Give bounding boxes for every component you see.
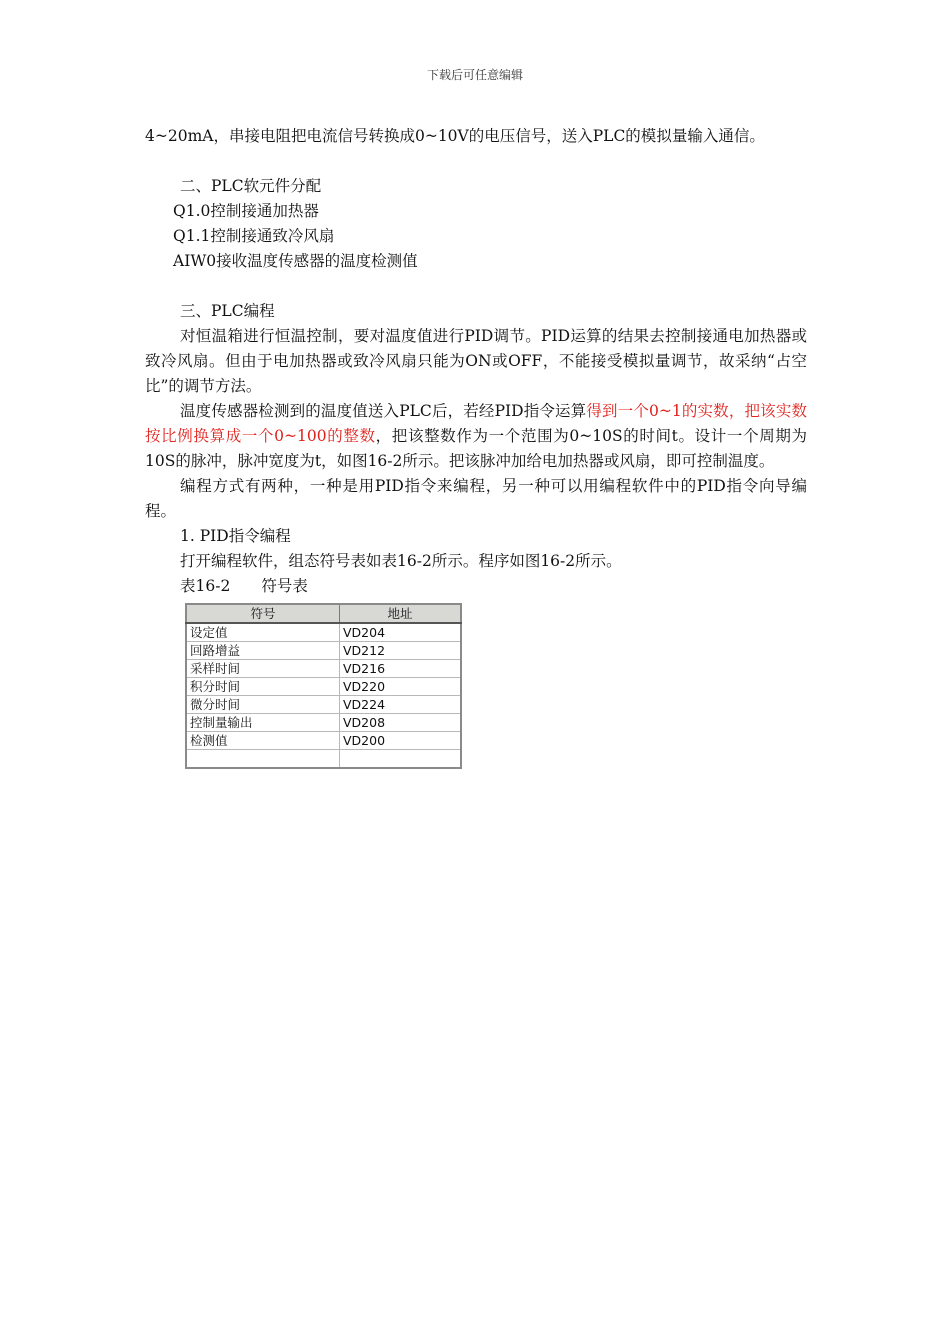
section-title-programming: 三、PLC编程 bbox=[180, 302, 275, 320]
paragraph-signal: 4~20mA，串接电阻把电流信号转换成0~10V的电压信号，送入PLC的模拟量输入通信。 bbox=[145, 127, 765, 145]
table-row bbox=[186, 714, 461, 732]
column-header-address: 地址 bbox=[340, 604, 462, 623]
paragraph-pid-control: 对恒温箱进行恒温控制，要对温度值进行PID调节。PID运算的结果去控制接通电加热器或致冷风扇。但由于电加热器或致冷风扇只能为ON或OFF，不能接受模拟量调节，故采纳“占空比”的调节方法。 bbox=[145, 327, 807, 395]
table-row bbox=[186, 642, 461, 660]
highlight-comma: ， bbox=[728, 402, 745, 420]
symbol-cell: 采样时间 bbox=[186, 660, 340, 678]
address-cell: VD216 bbox=[340, 660, 462, 678]
symbol-cell: 控制量输出 bbox=[186, 714, 340, 732]
address-cell: VD200 bbox=[340, 732, 462, 750]
symbol-cell: 设定值 bbox=[186, 623, 340, 642]
allocation-q11: Q1.1控制接通致冷风扇 bbox=[173, 227, 335, 245]
address-cell: VD208 bbox=[340, 714, 462, 732]
paragraph-duty-cycle bbox=[145, 399, 807, 474]
text: 温度传感器检测到的温度值送入PLC后，若经PID指令运算 bbox=[180, 402, 587, 420]
highlight-text: 得到一个0~1的实数 bbox=[586, 402, 729, 420]
section-title-allocation: 二、PLC软元件分配 bbox=[180, 177, 322, 195]
paragraph-open-software: 打开编程软件，组态符号表如表16-2所示。程序如图16-2所示。 bbox=[180, 552, 622, 570]
table-row bbox=[186, 623, 461, 642]
table-caption: 表16-2 符号表 bbox=[180, 577, 308, 595]
table-header-row bbox=[186, 604, 461, 623]
symbol-cell: 微分时间 bbox=[186, 696, 340, 714]
address-cell: VD220 bbox=[340, 678, 462, 696]
highlight-text: 把该实数按比例换算成一个0~100的整数 bbox=[145, 402, 807, 445]
symbol-cell: 检测值 bbox=[186, 732, 340, 750]
table-row bbox=[186, 678, 461, 696]
address-cell: VD204 bbox=[340, 623, 462, 642]
table-row bbox=[186, 732, 461, 750]
table-row-empty bbox=[186, 750, 461, 769]
paragraph-methods: 编程方式有两种，一种是用PID指令来编程，另一种可以用编程软件中的PID指令向导编程。 bbox=[145, 477, 807, 520]
address-cell bbox=[340, 750, 462, 769]
page-header: 下载后可任意编辑 bbox=[426, 68, 523, 82]
table-row bbox=[186, 660, 461, 678]
symbol-table bbox=[185, 603, 462, 769]
allocation-aiw0: AIW0接收温度传感器的温度检测值 bbox=[173, 252, 418, 270]
table-row bbox=[186, 696, 461, 714]
subsection-title: 1. PID指令编程 bbox=[180, 527, 291, 545]
document-body bbox=[145, 124, 807, 769]
symbol-cell: 积分时间 bbox=[186, 678, 340, 696]
allocation-q10: Q1.0控制接通加热器 bbox=[173, 202, 319, 220]
symbol-cell bbox=[186, 750, 340, 769]
column-header-symbol: 符号 bbox=[186, 604, 340, 623]
symbol-cell: 回路增益 bbox=[186, 642, 340, 660]
text: ，把该整数作为一个范围为0~10S的时间t。设计一个周期为10S的脉冲，脉冲宽度为t，如图16-2所示。把该脉冲加给电加热器或风扇，即可控制温度。 bbox=[145, 427, 808, 470]
address-cell: VD224 bbox=[340, 696, 462, 714]
address-cell: VD212 bbox=[340, 642, 462, 660]
